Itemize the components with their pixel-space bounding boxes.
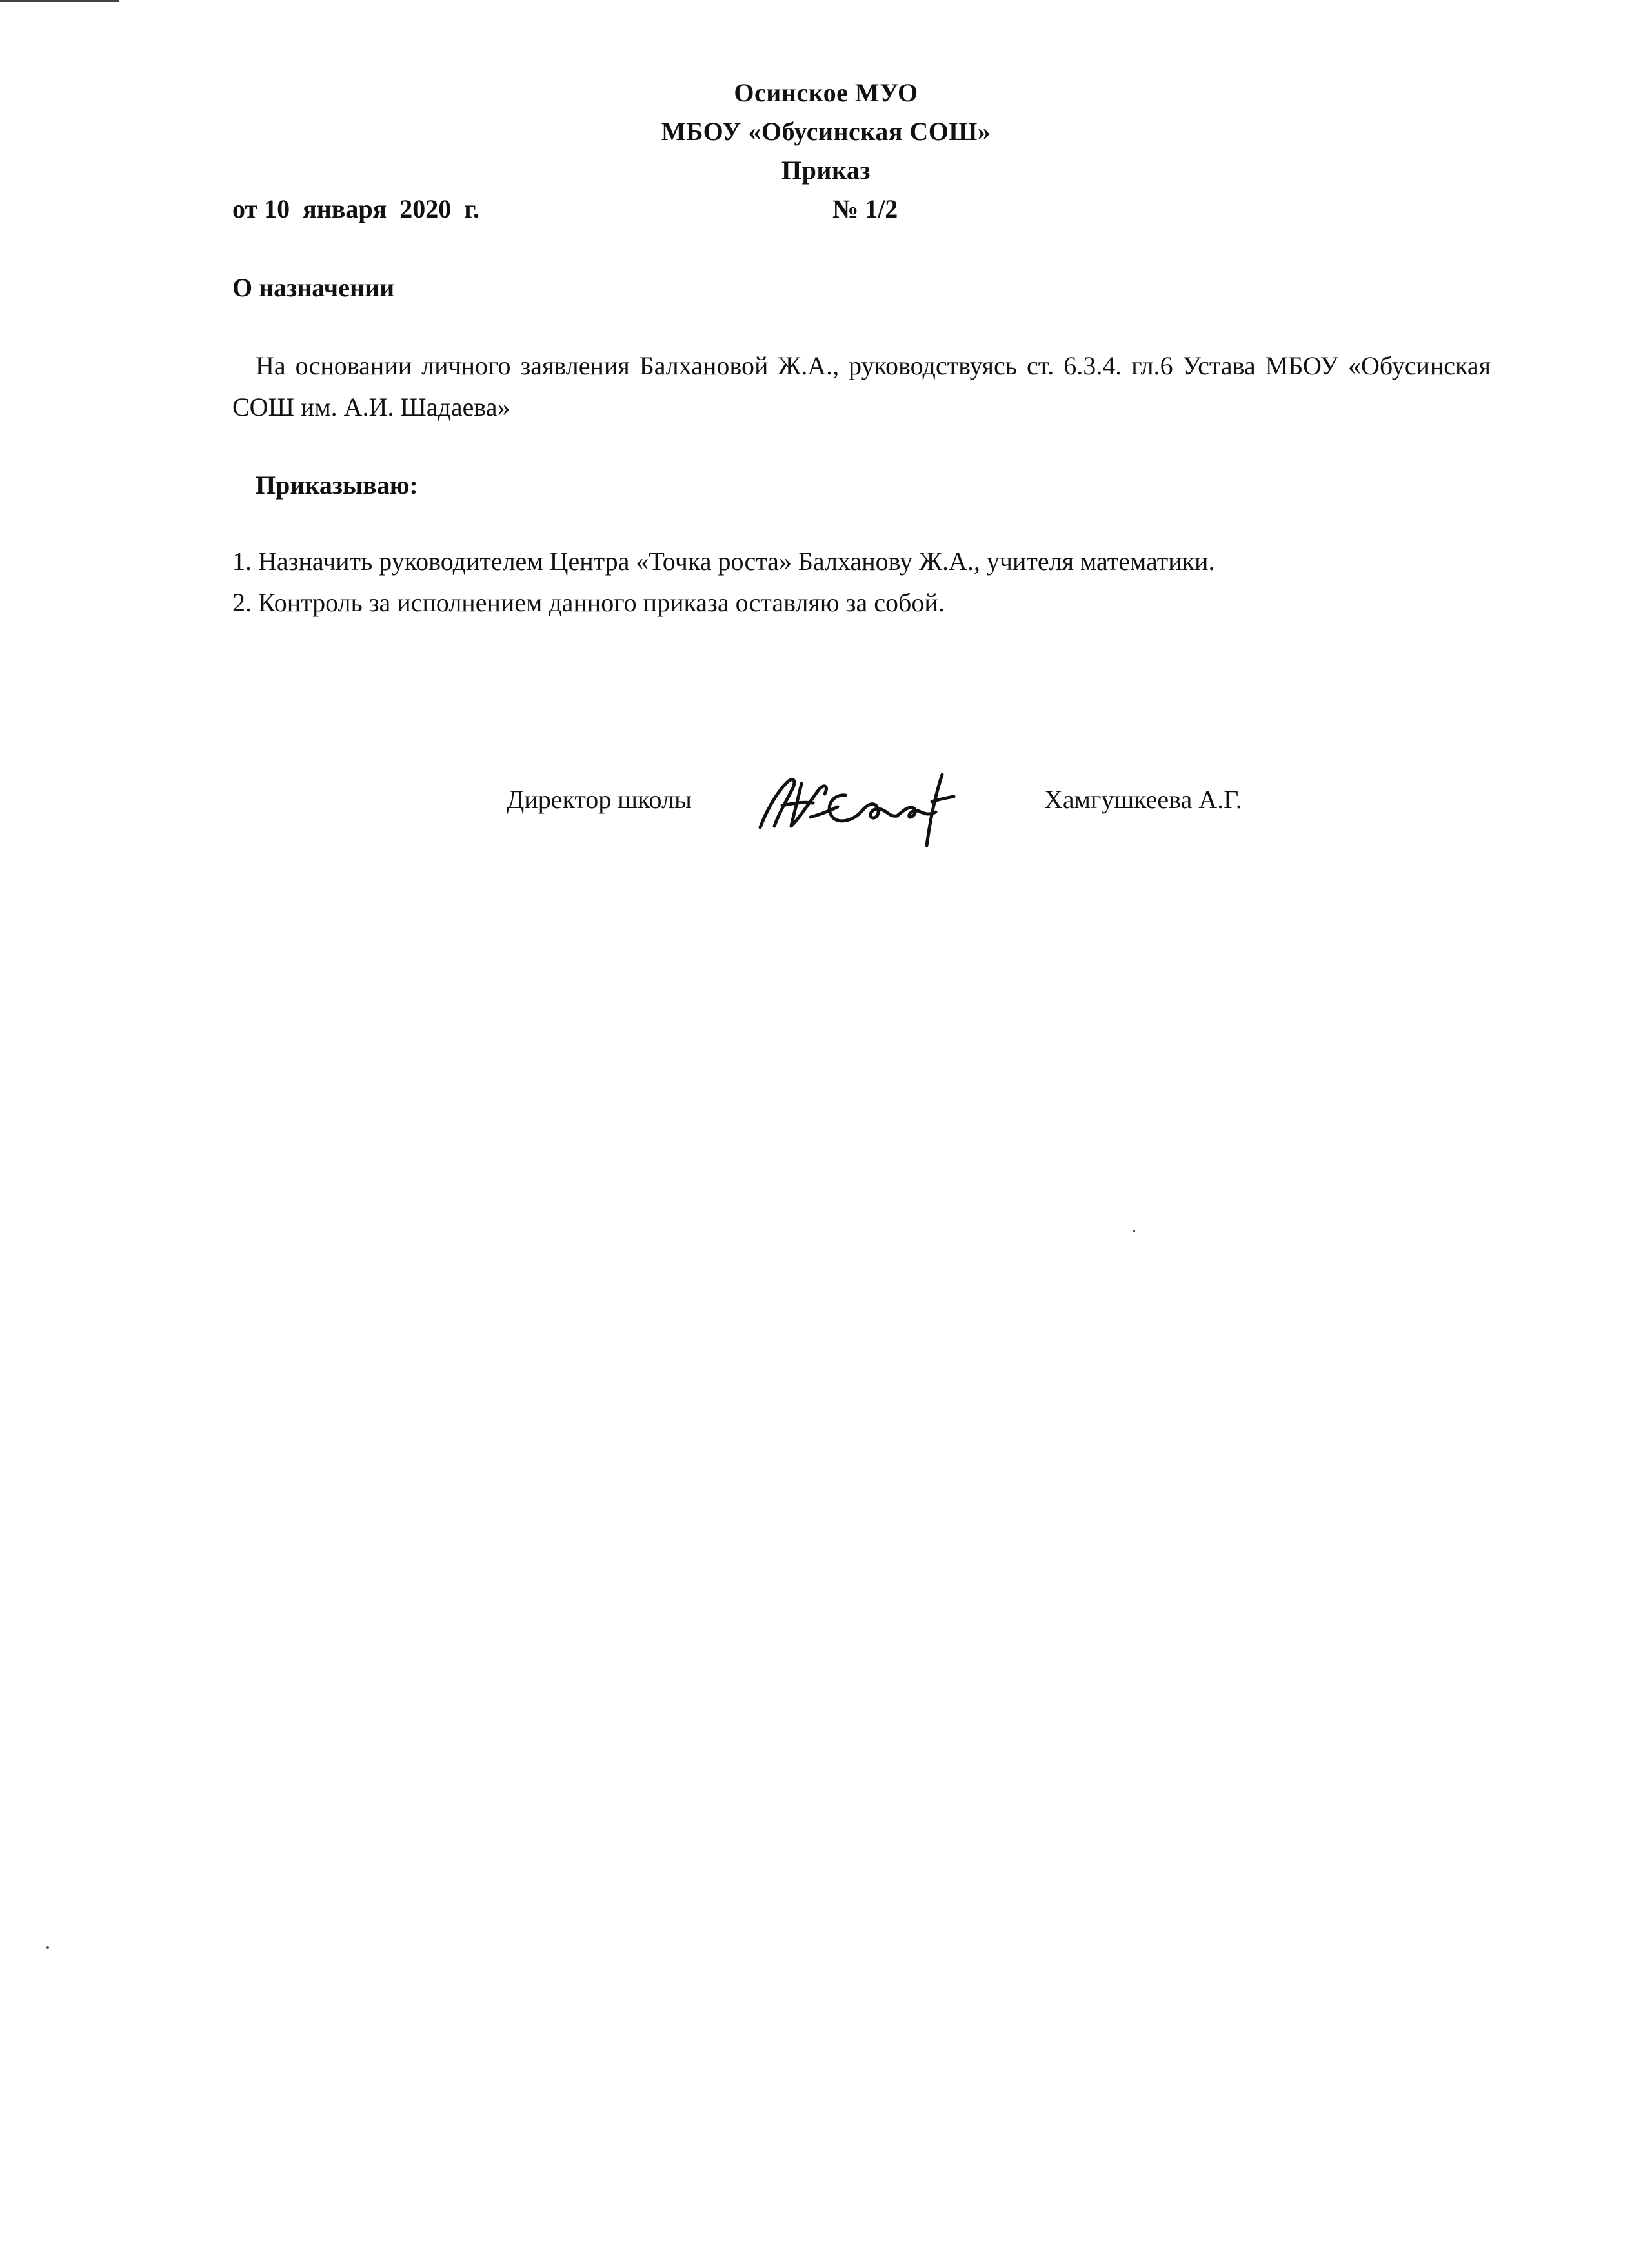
basis-paragraph: На основании личного заявления Балхановой Ж.А., руководствуясь ст. 6.3.4. гл.6 Устава МБОУ «Обусинская СОШ им. А.И. Шадаева» [232, 351, 1491, 421]
scan-speck [46, 1946, 49, 1949]
signatory-name: Хамгушкеева А.Г. [1044, 785, 1242, 814]
order-items [232, 541, 1214, 624]
signatory-position: Директор школы [507, 785, 692, 814]
scan-speck [1133, 1230, 1135, 1232]
header-district: Осинское МУО [734, 78, 918, 107]
order-item: 2. Контроль за исполнением данного приказа оставляю за собой. [232, 588, 945, 617]
order-item: 1. Назначить руководителем Центра «Точка роста» Балханову Ж.А., учителя математики. [232, 547, 1215, 576]
header-doc-type: Приказ [781, 156, 871, 185]
order-word: Приказываю: [256, 471, 418, 500]
order-date: от 10 января 2020 г. [232, 194, 479, 223]
order-subject: О назначении [232, 273, 395, 302]
scan-artifact [0, 0, 119, 2]
handwritten-signature [749, 755, 962, 852]
order-number: № 1/2 [832, 194, 898, 223]
header-school: МБОУ «Обусинская СОШ» [661, 117, 991, 146]
